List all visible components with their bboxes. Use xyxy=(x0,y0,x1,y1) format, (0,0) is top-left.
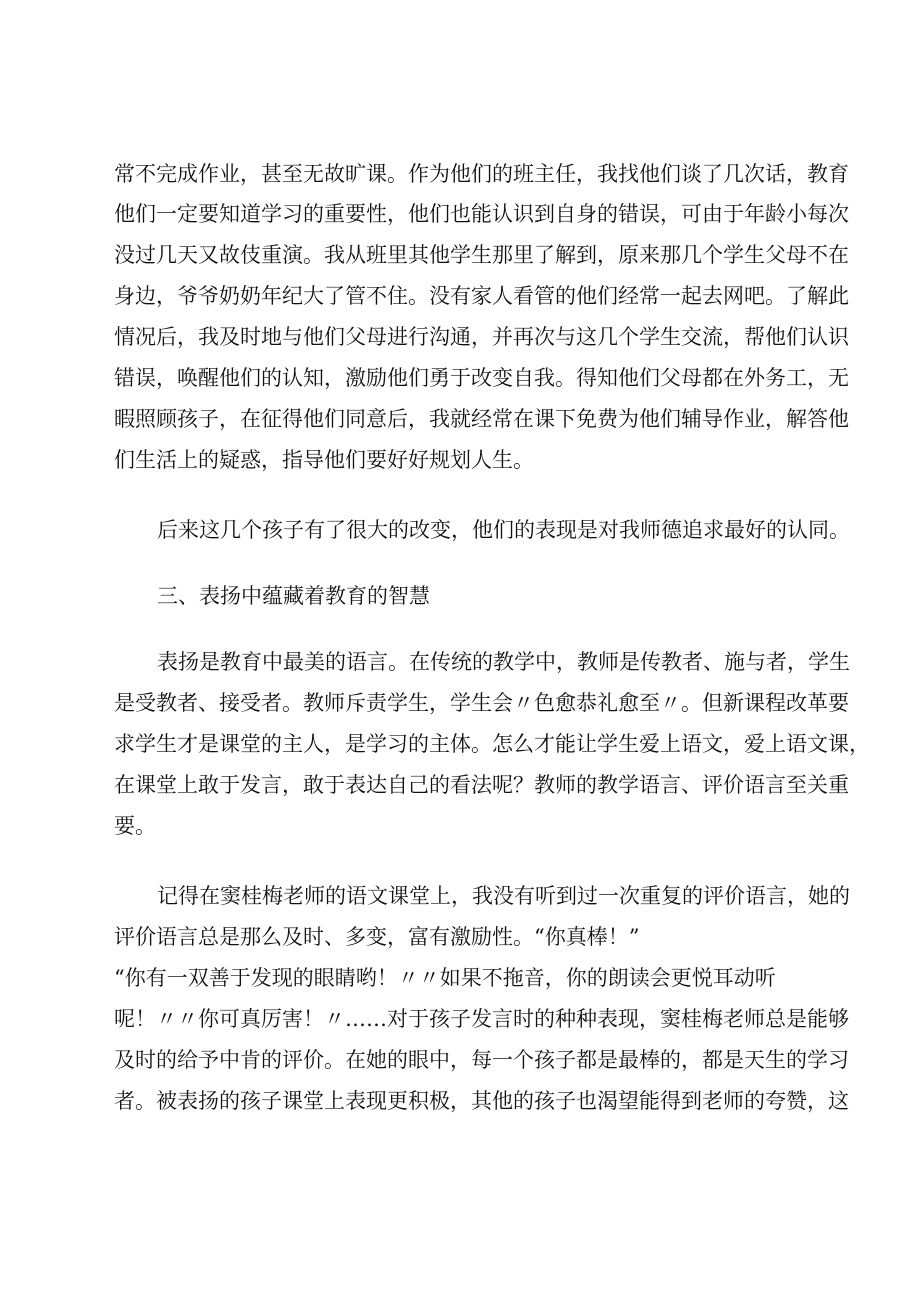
text-line: 记得在窦桂梅老师的语文课堂上，我没有听到过一次重复的评价语言，她的 xyxy=(157,884,850,908)
text-line: 后来这几个孩子有了很大的改变，他们的表现是对我师德追求最好的认同。 xyxy=(157,518,850,542)
text-line: 呢！〃〃你可真厉害！〃……对于孩子发言时的种种表现，窦桂梅老师总是能够 xyxy=(114,1007,849,1031)
text-line: 们生活上的疑惑，指导他们要好好规划人生。 xyxy=(114,448,534,472)
text-line: 常不完成作业，甚至无故旷课。作为他们的班主任，我找他们谈了几次话，教育 xyxy=(114,162,849,186)
text-line: 及时的给予中肯的评价。在她的眼中，每一个孩子都是最棒的，都是天生的学习 xyxy=(114,1048,849,1072)
text-line: 他们一定要知道学习的重要性，他们也能认识到自身的错误，可由于年龄小每次 xyxy=(114,202,849,226)
text-line: 是受教者、接受者。教师斥责学生，学生会〃色愈恭礼愈至〃。但新课程改革要 xyxy=(114,691,849,715)
text-line: 情况后，我及时地与他们父母进行沟通，并再次与这几个学生交流，帮他们认识 xyxy=(114,325,849,349)
text-line: 暇照顾孩子，在征得他们同意后，我就经常在课下免费为他们辅导作业，解答他 xyxy=(114,407,849,431)
text-line: 评价语言总是那么及时、多变，富有激励性。“你真棒！” xyxy=(114,925,640,949)
text-line: 者。被表扬的孩子课堂上表现更积极，其他的孩子也渴望能得到老师的夸赞，这 xyxy=(114,1089,849,1113)
section-heading: 三、表扬中蕴藏着教育的智慧 xyxy=(157,584,430,608)
text-line: “你有一双善于发现的眼睛哟！〃〃如果不拖音，你的朗读会更悦耳动听 xyxy=(114,966,776,990)
text-line: 要。 xyxy=(114,814,156,838)
text-line: 在课堂上敢于发言，敢于表达自己的看法呢？教师的教学语言、评价语言至关重 xyxy=(114,773,849,797)
text-line: 错误，唤醒他们的认知，激励他们勇于改变自我。得知他们父母都在外务工，无 xyxy=(114,366,849,390)
text-line: 身边，爷爷奶奶年纪大了管不住。没有家人看管的他们经常一起去网吧。了解此 xyxy=(114,284,849,308)
text-line: 没过几天又故伎重演。我从班里其他学生那里了解到，原来那几个学生父母不在 xyxy=(114,243,849,267)
text-line: 表扬是教育中最美的语言。在传统的教学中，教师是传教者、施与者，学生 xyxy=(157,650,850,674)
text-line: 求学生才是课堂的主人，是学习的主体。怎么才能让学生爱上语文，爱上语文课， xyxy=(114,732,870,756)
